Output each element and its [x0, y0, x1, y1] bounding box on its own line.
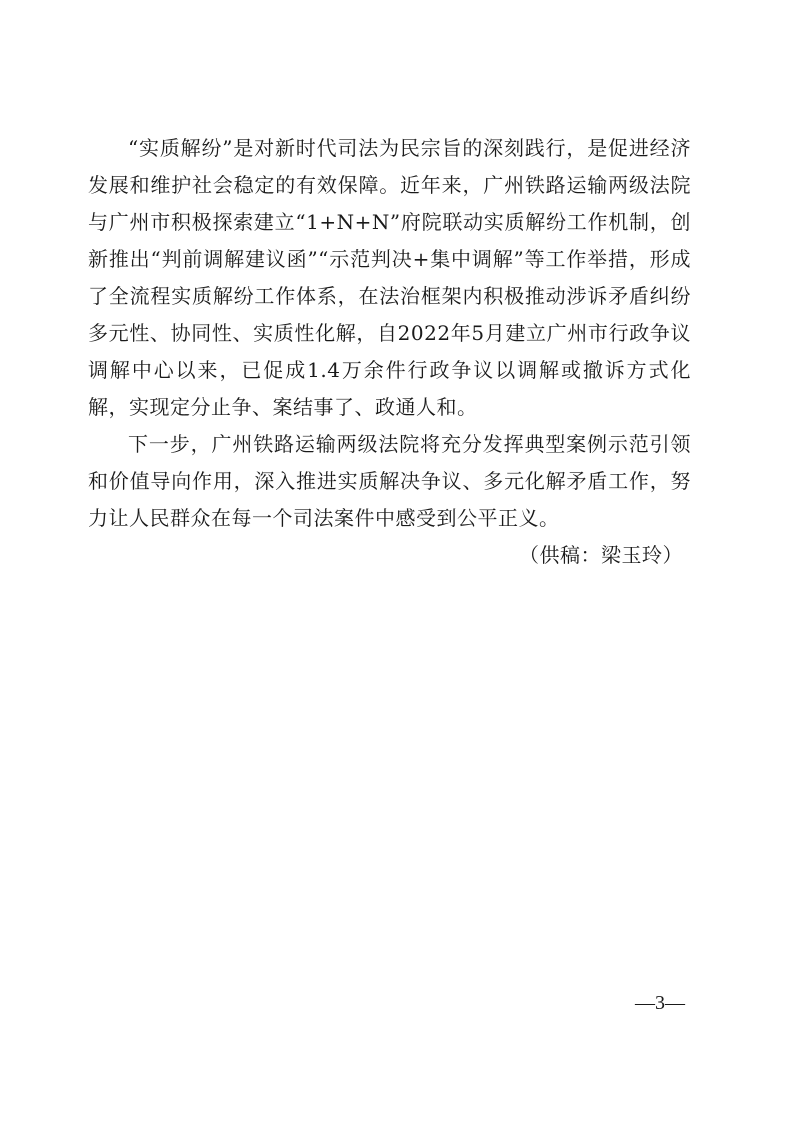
paragraph-1: “实质解纷”是对新时代司法为民宗旨的深刻践行，是促进经济发展和维护社会稳定的有效保障。近年来，广州铁路运输两级法院与广州市积极探索建立“1+N+N”府院联动实质解纷工作机制，创新推出“判前调解建议函”“示范判决+集中调解”等工作举措，形成了全流程实质解纷工作体系，在法治框架内积极推动涉诉矛盾纠纷多元性、协同性、实质性化解，自2022年5月建立广州市行政争议调解中心以来，已促成1.4万余件行政争议以调解或撤诉方式化解，实现定分止争、案结事了、政通人和。 [88, 136, 691, 419]
paragraph-2: 下一步，广州铁路运输两级法院将充分发挥典型案例示范引领和价值导向作用，深入推进实质解决争议、多元化解矛盾工作，努力让人民群众在每一个司法案件中感受到公平正义。 [88, 432, 691, 530]
credit-line: （供稿：梁玉玲） [519, 543, 683, 567]
page-number: —3— [635, 992, 685, 1014]
body-text [88, 130, 691, 574]
